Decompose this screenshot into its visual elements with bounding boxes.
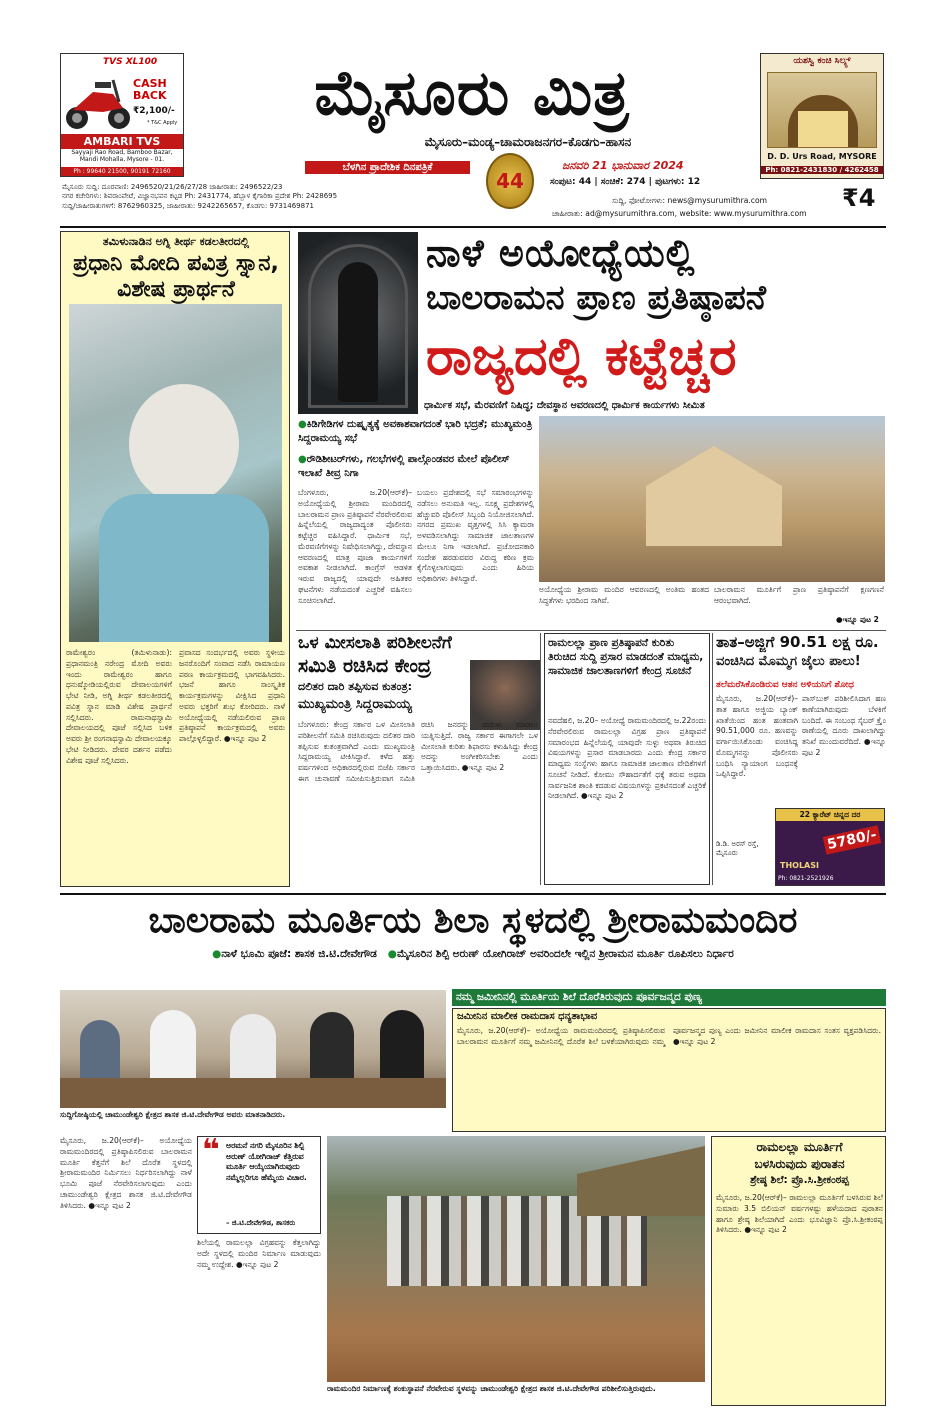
bottom-left-col: ಮೈಸೂರು, ಜ.20(ಆರ್‌ಕೆ)– ಅಯೋಧ್ಯೆಯ ರಾಮಮಂದಿರದಲ್ಲಿ ಪ್ರತಿಷ್ಠಾಪಿಸಲಿರುವ ಬಾಲರಾಮನ ಮೂರ್ತಿ ಕೆತ್ತನೆಗೆ ಶಿಲೆ ದೊರೆತ ಸ್ಥಳದಲ್ಲಿ ಶ್ರೀರಾಮಮಂದಿರ ನಿರ್ಮಿಸಲು ನಿರ್ಧರಿಸಲಾಗಿದ್ದು ನಾಳೆ ಭೂಮಿ ಪೂಜೆ ನೆರವೇರಿಸಲಾಗುವುದು ಎಂದು ಚಾಮುಂಡೇಶ್ವರಿ ಕ್ಷೇತ್ರದ ಶಾಸಕ ಜಿ.ಟಿ.ದೇವೇಗೌಡ ತಿಳಿಸಿದರು. ●ಇನ್ನೂ ಪುಟ 2 (60, 1136, 192, 1210)
lead-col1: ಬೆಂಗಳೂರು, ಜ.20(ಆರ್‌ಕೆ)– ಅಯೋಧ್ಯೆಯಲ್ಲಿ ಶ್ರೀರಾಮ ಮಂದಿರದಲ್ಲಿ ಬಾಲರಾಮನ ಪ್ರಾಣ ಪ್ರತಿಷ್ಠಾಪನೆ ನೆರವೇರಲಿರುವ ಹಿನ್ನೆಲೆಯಲ್ಲಿ ರಾಜ್ಯದಾದ್ಯಂತ ಪೊಲೀಸರು ಕಟ್ಟೆಚ್ಚರ ವಹಿಸಿದ್ದಾರೆ. ಧಾರ್ಮಿಕ ಸಭೆ, ಮೆರವಣಿಗೆಗಳನ್ನು ನಿಷೇಧಿಸಲಾಗಿದ್ದು, ದೇವಸ್ಥಾನ ಆವರಣದಲ್ಲಿ ಮಾತ್ರ ಪೂಜಾ ಕಾರ್ಯಗಳಿಗೆ ಅವಕಾಶ ನೀಡಲಾಗಿದೆ. ಕಾಂಗ್ರೆಸ್ ಆಡಳಿತ ಇರುವ ರಾಜ್ಯದಲ್ಲಿ ಯಾವುದೇ ಅಹಿತಕರ ಘಟನೆಗಳು ನಡೆಯದಂತೆ ಎಚ್ಚರಿಕೆ ವಹಿಸಲು ಸೂಚಿಸಲಾಗಿದೆ. (298, 488, 412, 605)
right-bottom-headline-1: ರಾಮಲಲ್ಲಾ ಮೂರ್ತಿಗೆ (756, 1140, 843, 1154)
masthead-price: ₹4 (842, 184, 876, 212)
mid-story-body: ಬೆಂಗಳೂರು: ಕೇಂದ್ರ ಸರ್ಕಾರ ಒಳ ಮೀಸಲಾತಿ ಪರಿಶೀಲನೆಗೆ ಸಮಿತಿ ರಚಿಸಿರುವುದು ದಲಿತರ ದಾರಿ ತಪ್ಪಿಸುವ ಕುತಂತ್ರವಾಗಿದೆ ಎಂದು ಮುಖ್ಯಮಂತ್ರಿ ಸಿದ್ದರಾಮಯ್ಯ ಟೀಕಿಸಿದ್ದಾರೆ. ಕಳೆದ ಹತ್ತು ವರ್ಷಗಳಿಂದ ಅಧಿಕಾರದಲ್ಲಿರುವ ಬಿಜೆಪಿ ಸರ್ಕಾರ ಈಗ ಚುನಾವಣೆ ಸಮೀಪಿಸುತ್ತಿರುವಾಗ ಸಮಿತಿ ರಚಿಸಿ ಜನರನ್ನು ಮರುಳು ಮಾಡಲು ಯತ್ನಿಸುತ್ತಿದೆ. ರಾಜ್ಯ ಸರ್ಕಾರ ಈಗಾಗಲೇ ಒಳ ಮೀಸಲಾತಿ ಕುರಿತು ಶಿಫಾರಸು ಕಳುಹಿಸಿದ್ದು ಕೇಂದ್ರ ಅದನ್ನು ಅಂಗೀಕರಿಸಬೇಕು ಎಂದು ಒತ್ತಾಯಿಸಿದರು. ●ಇನ್ನೂ ಪುಟ 2 (298, 720, 538, 783)
press-meet-caption: ಸುದ್ದಿಗೋಷ್ಠಿಯಲ್ಲಿ ಚಾಮುಂಡೇಶ್ವರಿ ಕ್ಷೇತ್ರದ ಶಾಸಕ ಜಿ.ಟಿ.ದೇವೇಗೌಡ ಅವರು ಮಾತನಾಡಿದರು. (60, 1110, 286, 1119)
quote-icon: ❝ (202, 1133, 220, 1168)
banner-sub (60, 948, 886, 961)
ad-yashasvi-phone: Ph: 0821-2431830 / 4262458 (761, 166, 883, 174)
column-divider (540, 633, 541, 885)
right-bottom-story (711, 1136, 886, 1406)
ad-tholasi-title: 22 ಕ್ಯಾರೆಟ್ ಚಿನ್ನದ ದರ (776, 809, 884, 821)
site-visit-photo (327, 1136, 705, 1382)
green-story-headline: ನಮ್ಮ ಜಮೀನಿನಲ್ಲಿ ಮೂರ್ತಿಯ ಶಿಲೆ ದೊರೆತಿರುವುದು ಪೂರ್ವಜನ್ಮದ ಪುಣ್ಯ (452, 989, 886, 1006)
center-story (544, 633, 710, 885)
ad-tvs-phone: Ph : 99640 21500, 90191 72160 (61, 167, 183, 176)
ad-tholasi-gold[interactable] (775, 808, 885, 886)
storefront-image (767, 72, 877, 148)
center-story-body: ನವದೆಹಲಿ, ಜ.20– ಅಯೋಧ್ಯೆ ರಾಮಮಂದಿರದಲ್ಲಿ ಜ.22ರಂದು ನೆರವೇರಲಿರುವ ರಾಮಲಲ್ಲಾ ವಿಗ್ರಹ ಪ್ರಾಣ ಪ್ರತಿಷ್ಠಾಪನೆ ಸಮಾರಂಭದ ಹಿನ್ನೆಲೆಯಲ್ಲಿ ಯಾವುದೇ ಸುಳ್ಳು ಅಥವಾ ತಿರುಚಿದ ವಿಷಯಗಳನ್ನು ಪ್ರಸಾರ ಮಾಡಬಾರದು ಎಂದು ಕೇಂದ್ರ ಸರ್ಕಾರ ಮಾಧ್ಯಮ ಸಂಸ್ಥೆಗಳು ಹಾಗೂ ಸಾಮಾಜಿಕ ಜಾಲತಾಣ ವೇದಿಕೆಗಳಿಗೆ ಸೂಚನೆ ನೀಡಿದೆ. ಕೋಮು ಸೌಹಾರ್ದತೆಗೆ ಧಕ್ಕೆ ತರುವ ಅಥವಾ ಸಾರ್ವಜನಿಕ ಶಾಂತಿ ಕದಡುವ ವಿಷಯಗಳನ್ನು ಪ್ರಕಟಿಸದಂತೆ ಎಚ್ಚರಿಕೆ ನೀಡಲಾಗಿದೆ. ●ಇನ್ನೂ ಪುಟ 2 (548, 716, 706, 801)
quote-text: ಅರಮನೆ ನಗರಿ ಮೈಸೂರಿನ ಶಿಲ್ಪಿ ಅರುಣ್ ಯೋಗಿರಾಜ್ ಕೆತ್ತಿರುವ ಮೂರ್ತಿ ಆಯ್ಕೆಯಾಗಿರುವುದು ನಮ್ಮೆಲ್ಲರಿಗೂ ಹೆಮ್ಮೆಯ ವಿಚಾರ. (226, 1141, 307, 1182)
lead-headline-1: ನಾಳೆ ಅಯೋಧ್ಯೆಯಲ್ಲಿ (426, 231, 696, 275)
ad-tholasi-phone: Ph: 0821-2521926 (778, 875, 834, 882)
right-story-col1: ಮೈಸೂರು, ಜ.20(ಆರ್‌ಕೆ)– ತಾತ ಹಾಗೂ ಅಜ್ಜಿಯ ಬ್ಯಾಂಕ್ ಖಾತೆಯಿಂದ ಹಂತ ಹಂತವಾಗಿ 90.51,000 ರೂ. ಹಣವನ್ನು ವರ್ಗಾಯಿಸಿಕೊಂಡು ವಂಚಿಸಿದ್ದ ಮೊಮ್ಮಗನನ್ನು ಪೊಲೀಸರು ಬಂಧಿಸಿ ನ್ಯಾಯಾಂಗ ಬಂಧನಕ್ಕೆ ಒಪ್ಪಿಸಿದ್ದಾರೆ. (716, 694, 798, 779)
site-visit-caption: ರಾಮಮಂದಿರ ನಿರ್ಮಾಣಕ್ಕೆ ಶಂಕುಸ್ಥಾಪನೆ ನೆರವೇರುವ ಸ್ಥಳವನ್ನು ಚಾಮುಂಡೇಶ್ವರಿ ಕ್ಷೇತ್ರದ ಶಾಸಕ ಜಿ.ಟಿ.ದೇವೇಗೌಡ ಪರಿಶೀಲಿಸುತ್ತಿರುವುದು. (327, 1384, 656, 1393)
lead-col2: ಬಯಲು ಪ್ರದೇಶದಲ್ಲಿ ಸಭೆ ಸಮಾರಂಭಗಳನ್ನು ನಡೆಸಲು ಅನುಮತಿ ಇಲ್ಲ. ಸೂಕ್ಷ್ಮ ಪ್ರದೇಶಗಳಲ್ಲಿ ಹೆಚ್ಚುವರಿ ಪೊಲೀಸ್ ಸಿಬ್ಬಂದಿ ನಿಯೋಜಿಸಲಾಗಿದೆ. ನಗರದ ಪ್ರಮುಖ ವೃತ್ತಗಳಲ್ಲಿ ಸಿಸಿ ಕ್ಯಾಮರಾ ಅಳವಡಿಸಲಾಗಿದ್ದು ಸಾಮಾಜಿಕ ಜಾಲತಾಣಗಳ ಮೇಲೂ ನಿಗಾ ಇಡಲಾಗಿದೆ. ಪ್ರಚೋದನಕಾರಿ ಸಂದೇಶ ಹರಡುವವರ ವಿರುದ್ಧ ಕಠಿಣ ಕ್ರಮ ಕೈಗೊಳ್ಳಲಾಗುವುದು ಎಂದು ಹಿರಿಯ ಅಧಿಕಾರಿಗಳು ತಿಳಿಸಿದ್ದಾರೆ. (417, 488, 534, 584)
mid-story-headline-1: ಒಳ ಮೀಸಲಾತಿ ಪರಿಶೀಲನೆಗೆ (298, 633, 452, 653)
lead-bullet-text: ಕಿಡಿಗೇಡಿಗಳ ದುಷ್ಕೃತ್ಯಕ್ಕೆ ಅವಕಾಶವಾಗದಂತೆ ಭಾರಿ ಭದ್ರತೆ; ಮುಖ್ಯಮಂತ್ರಿ ಸಿದ್ದರಾಮಯ್ಯ ಸಭೆ (298, 419, 533, 444)
contact-line: ಸುದ್ದಿ/ಜಾಹೀರಾತುಗಳಿಗೆ: 8762960325, ಜಾಹೀರಾತು: 9242265657, ಕೊಡಗು: 9731469871 (62, 201, 314, 210)
left-story-kicker: ತಮಿಳುನಾಡಿನ ಅಗ್ನಿ ತೀರ್ಥ ಕಡಲತೀರದಲ್ಲಿ (102, 235, 250, 248)
bullet-icon: ● (298, 419, 307, 430)
banner-rule-top (60, 893, 886, 895)
masthead-title: ಮೈಸೂರು ಮಿತ್ರ (314, 56, 630, 129)
banner-sub-2: ಮೈಸೂರಿನ ಶಿಲ್ಪಿ ಅರುಣ್ ಯೋಗಿರಾಜ್ ಅವರಿಂದಲೇ ಇಲ್ಲಿನ ಶ್ರೀರಾಮನ ಮೂರ್ತಿ ರೂಪಿಸಲು ನಿರ್ಧಾರ (396, 948, 734, 960)
contact-line: ಮೈಸೂರು ಸುದ್ದಿ: ದೂರವಾಣಿ: 2496520/21/26/27/28 ಜಾಹೀರಾತು: 2496522/23 (62, 183, 283, 191)
bullet-icon: ● (212, 948, 222, 960)
ad-tvs-tc: * T&C Apply (147, 120, 178, 126)
masthead-contacts (62, 183, 482, 211)
bottom-mid-col: ಶಿಲೆಯಲ್ಲಿ ರಾಮಲಲ್ಲಾ ವಿಗ್ರಹವನ್ನು ಕೆತ್ತಲಾಗಿದ್ದು ಅದೇ ಸ್ಥಳದಲ್ಲಿ ಮಂದಿರ ನಿರ್ಮಾಣ ಮಾಡುವುದು ನಮ್ಮ ಉದ್ದೇಶ. ●ಇನ್ನೂ ಪುಟ 2 (197, 1238, 321, 1269)
bullet-icon: ● (298, 454, 307, 465)
lead-photo-caption-2: ಬಾಲರಾಮನ ಮೂರ್ತಿಗೆ ಪ್ರಾಣ ಪ್ರತಿಷ್ಠಾಪನೆಗೆ ಕ್ಷಣಗಣನೆ ಆರಂಭವಾಗಿದೆ. (714, 585, 884, 605)
lead-bullet-2 (298, 453, 534, 481)
anniversary-badge (486, 153, 534, 209)
ad-tvs[interactable] (60, 53, 184, 177)
right-bottom-headline-3: ಶ್ರೇಷ್ಠ ಶಿಲೆ: ಪ್ರೊ.ಸಿ.ಶ್ರೀಕಂಠಪ್ಪ (750, 1174, 849, 1186)
mid-story-deck-1: ದಲಿತರ ದಾರಿ ತಪ್ಪಿಸುವ ಕುತಂತ್ರ: (298, 680, 413, 693)
lead-headline-3: ರಾಜ್ಯದಲ್ಲಿ ಕಟ್ಟೆಚ್ಚರ (426, 327, 737, 387)
column-divider (712, 633, 713, 885)
right-story-deck: ತಲೆಮರೆಸಿಕೊಂಡಿರುವ ಆತನ ಅಳಿಯನಿಗೆ ಶೋಧ (716, 680, 854, 690)
masthead-volume: ಸಂಪುಟ: 44 | ಸಂಚಿಕೆ: 274 | ಪುಟಗಳು: 12 (550, 177, 701, 187)
press-meet-photo (60, 990, 446, 1108)
anniversary-number: 44 (496, 169, 524, 193)
ad-tvs-offer: CASH BACK (133, 77, 167, 102)
lead-more[interactable]: ●ಇನ್ನೂ ಪುಟ 2 (836, 615, 879, 624)
ad-yashasvi-brand: ಯಶಸ್ವಿ ಕಂಚಿ ಸಿಲ್ಕ್ಸ್ (793, 56, 851, 66)
bullet-icon: ● (387, 948, 397, 960)
ad-tholasi-brand: THOLASI (780, 861, 819, 870)
green-story (452, 1008, 886, 1132)
lead-bullet-text: ರೌಡಿಶೀಟರ್‌ಗಳು, ಗಲಭೆಗಳಲ್ಲಿ ಪಾಲ್ಗೊಂಡವರ ಮೇಲೆ ಪೊಲೀಸ್ ಇಲಾಖೆ ತೀವ್ರ ನಿಗಾ (298, 454, 510, 479)
mid-story-deck-2: ಮುಖ್ಯಮಂತ್ರಿ ಸಿದ್ದರಾಮಯ್ಯ (298, 697, 412, 712)
ad-tvs-address: Sayyaji Rao Road, Bamboo Bazar, Mandi Mohalla, Mysore - 01. (71, 149, 173, 164)
section-rule (296, 630, 886, 631)
masthead-rule (60, 226, 886, 228)
right-story-headline-2: ವಂಚಿಸಿದ ಮೊಮ್ಮಗ ಜೈಲು ಪಾಲು! (716, 654, 861, 669)
lead-headline-2: ಬಾಲರಾಮನ ಪ್ರಾಣ ಪ್ರತಿಷ್ಠಾಪನೆ (426, 278, 767, 318)
ad-tvs-dealer: AMBARI TVS (61, 134, 183, 149)
masthead-email[interactable]: ಸುದ್ದಿ, ಫೋಟೋಗಳು: news@mysurumithra.com (612, 196, 768, 205)
masthead-tagline: ಬೆಳಗಿನ ಪ್ರಾದೇಶಿಕ ದಿನಪತ್ರಿಕೆ (305, 161, 470, 174)
ad-tvs-brand: TVS XL100 (103, 57, 158, 67)
center-story-headline: ರಾಮಲಲ್ಲಾ ಪ್ರಾಣ ಪ್ರತಿಷ್ಠಾಪನೆ ಕುರಿತು ತಿರುಚಿದ ಸುದ್ದಿ ಪ್ರಸಾರ ಮಾಡದಂತೆ ಮಾಧ್ಯಮ, ಸಾಮಾಜಿಕ ಜಾಲತಾಣಗಳಿಗೆ ಕೇಂದ್ರ ಸೂಚನೆ (548, 637, 704, 678)
lead-bullet-1 (298, 418, 534, 446)
banner-sub-1: ನಾಳೆ ಭೂಮಿ ಪೂಜೆ: ಶಾಸಕ ಜಿ.ಟಿ.ದೇವೇಗೌಡ (221, 948, 377, 960)
ad-tholasi-price: 5780/- (823, 825, 881, 854)
contact-line: ನಗರ ಕಚೇರಿಗಳು: ಶಿವರಾಂಪೇಟೆ, ವಿಜ್ಞಾನಭವನ ಕಟ್ಟಡ Ph: 2431774, ಹೆಬ್ಬಾಳ ಕೈಗಾರಿಕಾ ಪ್ರದೇಶ Ph: 2428695 (62, 192, 338, 201)
right-story-col2: ಪಾಸ್‌ಬುಕ್ ಪರಿಶೀಲಿಸಿದಾಗ ಹಣ ಕಾಣೆಯಾಗಿರುವುದು ಬೆಳಕಿಗೆ ಬಂದಿದೆ. ಈ ಸಂಬಂಧ ಸೈಬರ್ ಕ್ರೈಂ ಠಾಣೆಯಲ್ಲಿ ದೂರು ದಾಖಲಾಗಿದ್ದು ತನಿಖೆ ಮುಂದುವರೆದಿದೆ. ●ಇನ್ನೂ ಪುಟ 2 (802, 694, 886, 757)
ad-tholasi-address: ಡಿ.ಡಿ. ಅರಸ್ ರಸ್ತೆ, ಮೈಸೂರು (716, 840, 759, 857)
ad-tvs-amount: ₹2,100/- (133, 106, 175, 116)
ram-mandir-photo (539, 416, 885, 582)
quote-author: – ಜಿ.ಟಿ.ದೇವೇಗೌಡ, ಶಾಸಕರು (226, 1219, 296, 1227)
masthead-date: ಜನವರಿ 21 ಭಾನುವಾರ 2024 (562, 159, 684, 172)
right-bottom-body: ಮೈಸೂರು, ಜ.20(ಆರ್‌ಕೆ)– ರಾಮಲಲ್ಲಾ ಮೂರ್ತಿಗೆ ಬಳಸಿರುವ ಶಿಲೆ ಸುಮಾರು 3.5 ಬಿಲಿಯನ್ ವರ್ಷಗಳಷ್ಟು ಹಳೆಯದಾದ ಪುರಾತನ ಹಾಗೂ ಶ್ರೇಷ್ಠ ಶಿಲೆಯಾಗಿದೆ ಎಂದು ಭೂವಿಜ್ಞಾನಿ ಪ್ರೊ.ಸಿ.ಶ್ರೀಕಂಠಪ್ಪ ತಿಳಿಸಿದರು. ●ಇನ್ನೂ ಪುಟ 2 (716, 1193, 883, 1235)
ad-yashasvi[interactable] (760, 53, 884, 179)
scooter-icon (63, 72, 133, 132)
left-story-headline: ಪ್ರಧಾನಿ ಮೋದಿ ಪವಿತ್ರ ಸ್ನಾನ, ವಿಶೇಷ ಪ್ರಾರ್ಥನೆ (73, 251, 279, 303)
left-story-col2: ಪ್ರವಾಸದ ಸಂದರ್ಭದಲ್ಲಿ ಅವರು ಸ್ಥಳೀಯ ಜನರೊಂದಿಗೆ ಸಂವಾದ ನಡೆಸಿ ರಾಮಾಯಣ ಪಠಣ ಕಾರ್ಯಕ್ರಮದಲ್ಲಿ ಭಾಗವಹಿಸಿದರು. ಭಜನೆ ಹಾಗೂ ಸಾಂಸ್ಕೃತಿಕ ಕಾರ್ಯಕ್ರಮಗಳನ್ನು ವೀಕ್ಷಿಸಿದ ಪ್ರಧಾನಿ ಅವರು ಭಕ್ತರಿಗೆ ಶುಭ ಕೋರಿದರು. ನಾಳೆ ಅಯೋಧ್ಯೆಯಲ್ಲಿ ನಡೆಯಲಿರುವ ಪ್ರಾಣ ಪ್ರತಿಷ್ಠಾಪನೆ ಕಾರ್ಯಕ್ರಮದಲ್ಲಿ ಅವರು ಪಾಲ್ಗೊಳ್ಳಲಿದ್ದಾರೆ. ●ಇನ್ನೂ ಪುಟ 2 (179, 648, 285, 744)
balarama-idol-photo (298, 232, 418, 414)
quote-box (197, 1133, 321, 1234)
lead-deck: ಧಾರ್ಮಿಕ ಸಭೆ, ಮೆರವಣಿಗೆ ನಿಷಿದ್ಧ; ದೇವಸ್ಥಾನ ಆವರಣದಲ್ಲಿ ಧಾರ್ಮಿಕ ಕಾರ್ಯಗಳು ಸೀಮಿತ (424, 400, 705, 411)
masthead-subtitle: ಮೈಸೂರು–ಮಂಡ್ಯ–ಚಾಮರಾಜನಗರ–ಕೊಡಗು–ಹಾಸನ (424, 135, 632, 149)
green-story-sub: ಜಮೀನಿನ ಮಾಲೀಕ ರಾಮದಾಸ ಧನ್ಯತಾಭಾವ (457, 1011, 598, 1022)
green-story-body: ಮೈಸೂರು, ಜ.20(ಆರ್‌ಕೆ)– ಅಯೋಧ್ಯೆಯ ರಾಮಮಂದಿರದಲ್ಲಿ ಪ್ರತಿಷ್ಠಾಪಿಸಲಿರುವ ಬಾಲರಾಮನ ಮೂರ್ತಿಗೆ ನಮ್ಮ ಜಮೀನಿನಲ್ಲಿ ದೊರೆತ ಶಿಲೆ ಬಳಕೆಯಾಗಿರುವುದು ನಮ್ಮ ಪೂರ್ವಜನ್ಮದ ಪುಣ್ಯ ಎಂದು ಜಮೀನಿನ ಮಾಲೀಕ ರಾಮದಾಸ ಸಂತಸ ವ್ಯಕ್ತಪಡಿಸಿದರು. ●ಇನ್ನೂ ಪುಟ 2 (457, 1026, 881, 1046)
masthead-email-ad[interactable]: ಜಾಹೀರಾತು: ad@mysurumithra.com, website: www.mysurumithra.com (552, 209, 807, 218)
right-story-headline-1: ತಾತ–ಅಜ್ಜಿಗೆ 90.51 ಲಕ್ಷ ರೂ. (716, 633, 879, 651)
banner-headline: ಬಾಲರಾಮ ಮೂರ್ತಿಯ ಶಿಲಾ ಸ್ಥಳದಲ್ಲಿ ಶ್ರೀರಾಮಮಂದಿರ (148, 900, 798, 941)
modi-bath-photo (69, 304, 282, 642)
lead-photo-caption-1: ಅಯೋಧ್ಯೆಯ ಶ್ರೀರಾಮ ಮಂದಿರ ಆವರಣದಲ್ಲಿ ಅಂತಿಮ ಹಂತದ ಸಿದ್ಧತೆಗಳು ಭರದಿಂದ ಸಾಗಿವೆ. (539, 585, 709, 605)
left-story (60, 231, 290, 887)
right-bottom-headline-2: ಬಳಸಿರುವುದು ಪುರಾತನ (754, 1157, 845, 1171)
left-story-col1: ರಾಮೇಶ್ವರಂ (ತಮಿಳುನಾಡು): ಪ್ರಧಾನಮಂತ್ರಿ ನರೇಂದ್ರ ಮೋದಿ ಅವರು ಇಂದು ರಾಮೇಶ್ವರಂ ಹಾಗೂ ಧನುಷ್ಕೋಡಿಯಲ್ಲಿರುವ ದೇವಾಲಯಗಳಿಗೆ ಭೇಟಿ ನೀಡಿ, ಅಗ್ನಿ ತೀರ್ಥ ಕಡಲತೀರದಲ್ಲಿ ಪವಿತ್ರ ಸ್ನಾನ ಮಾಡಿ ವಿಶೇಷ ಪ್ರಾರ್ಥನೆ ಸಲ್ಲಿಸಿದರು. ರಾಮನಾಥಸ್ವಾಮಿ ದೇವಾಲಯದಲ್ಲಿ ಪೂಜೆ ಸಲ್ಲಿಸಿದ ಬಳಿಕ ಅವರು ಶ್ರೀ ರಂಗನಾಥಸ್ವಾಮಿ ದೇವಾಲಯಕ್ಕೂ ಭೇಟಿ ನೀಡಿದರು. ದೇವರ ದರ್ಶನ ಪಡೆದು ವಿಶೇಷ ಪೂಜೆ ಸಲ್ಲಿಸಿದರು. (66, 648, 172, 765)
mid-story-headline-2: ಸಮಿತಿ ರಚಿಸಿದ ಕೇಂದ್ರ (298, 655, 432, 677)
ad-yashasvi-address: D. D. Urs Road, MYSORE (767, 152, 877, 161)
